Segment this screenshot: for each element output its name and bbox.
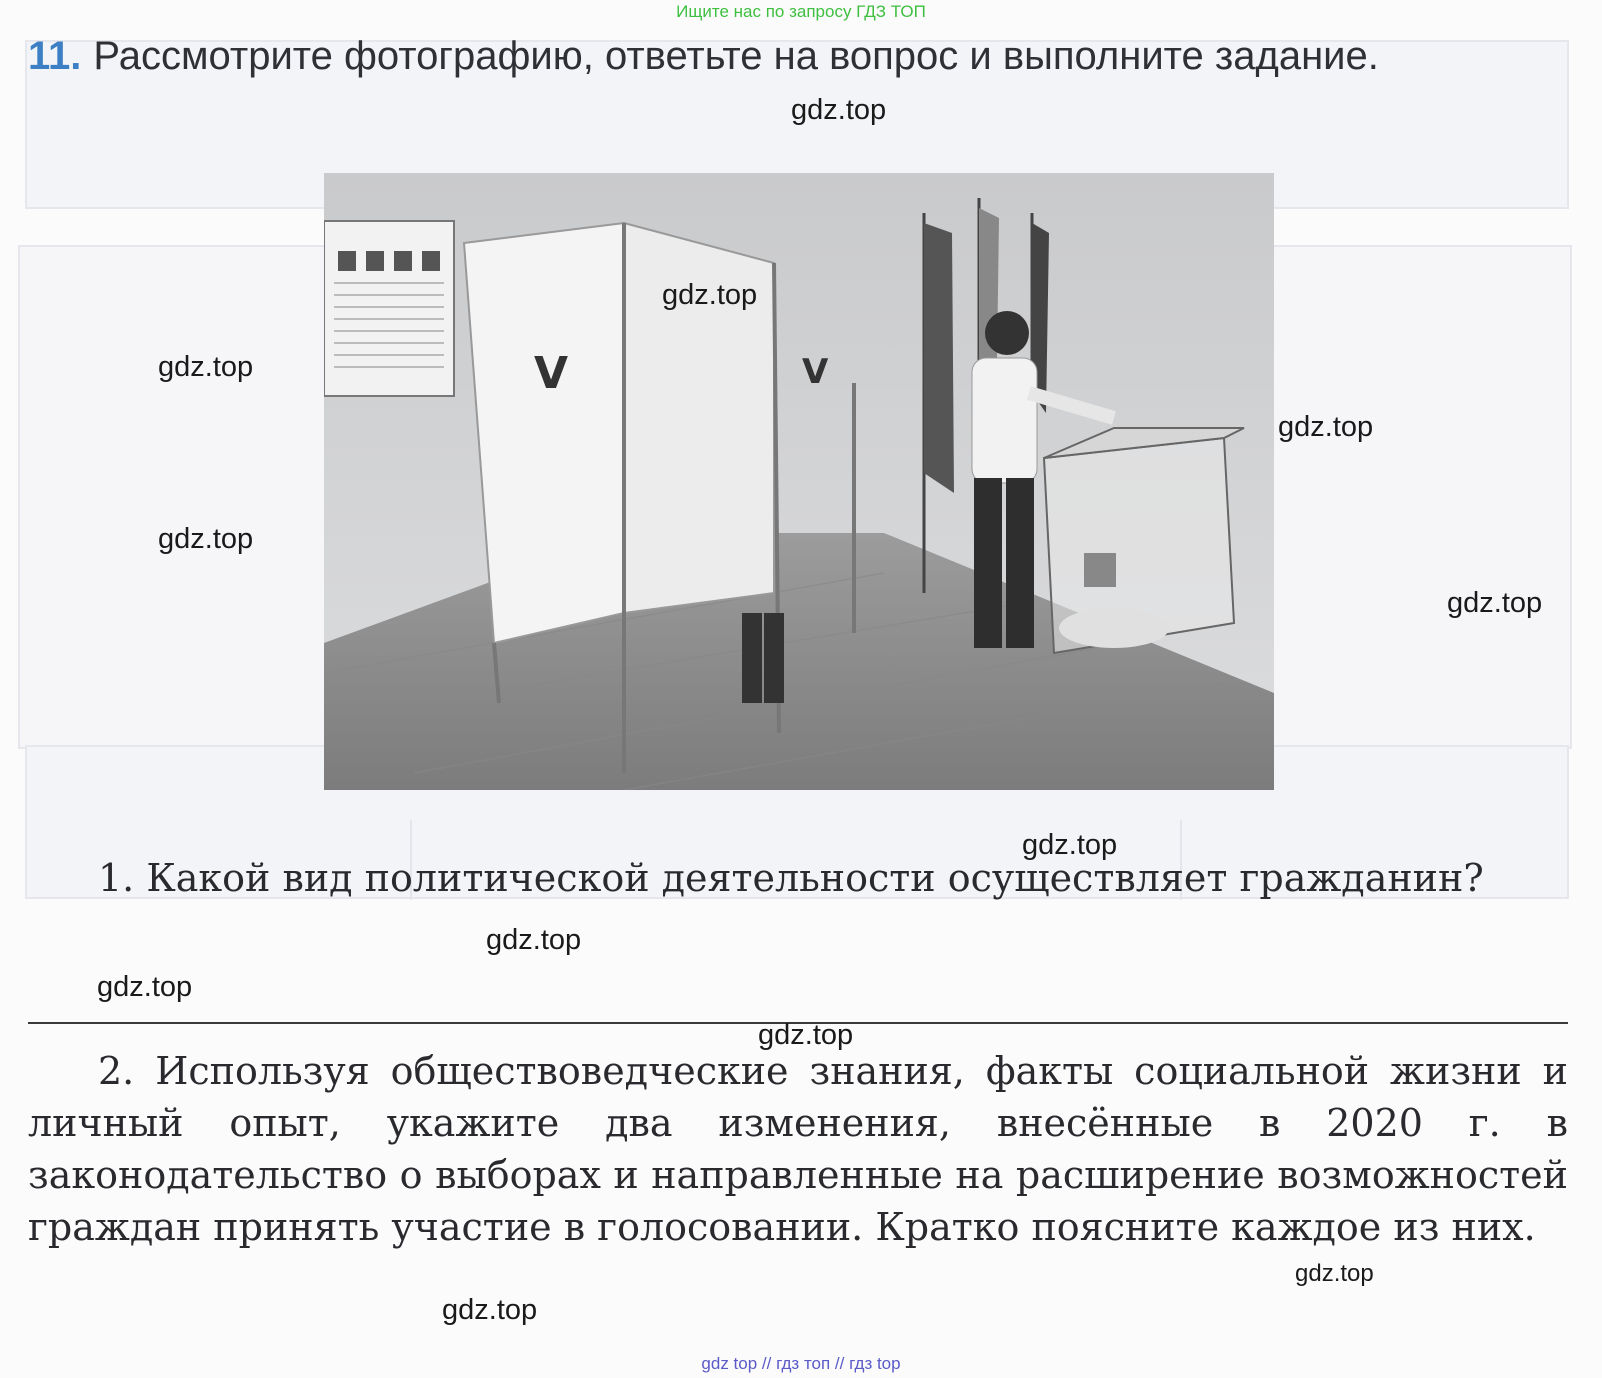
task-heading — [28, 30, 1568, 82]
top-banner[interactable]: Ищите нас по запросу ГДЗ ТОП — [676, 2, 926, 21]
watermark: gdz.top — [486, 924, 582, 956]
watermark: gdz.top — [1295, 1260, 1374, 1287]
question-2-number: 2. — [98, 1049, 135, 1093]
question-1 — [28, 852, 1568, 904]
watermark: gdz.top — [1022, 829, 1118, 861]
question-1-number: 1. — [98, 856, 135, 900]
task-number: 11. — [28, 34, 82, 78]
booth-logo: V — [534, 348, 569, 399]
question-2 — [28, 1045, 1568, 1253]
watermark: gdz.top — [158, 351, 254, 383]
watermark: gdz.top — [97, 971, 193, 1003]
booth-logo: V — [802, 352, 829, 392]
watermark: gdz.top — [791, 94, 887, 126]
task-heading-text: Рассмотрите фотографию, ответьте на вопрос и выполните задание. — [93, 34, 1379, 78]
watermark: gdz.top — [758, 1019, 854, 1051]
watermark: gdz.top — [662, 279, 758, 311]
watermark: gdz.top — [1278, 411, 1374, 443]
voting-photo-svg — [324, 173, 1274, 790]
question-1-text: Какой вид политической деятельности осуществляет гражданин? — [146, 856, 1484, 900]
voting-photo — [324, 173, 1274, 790]
watermark: gdz.top — [1447, 587, 1543, 619]
question-2-text: Используя обществоведческие знания, факты социальной жизни и личный опыт, укажите два изменения, внесённые в 2020 г. в законодательство о выборах и направленные на расширение возможностей граждан принять участие в голосовании. Кратко поясните каждое из них. — [28, 1049, 1568, 1249]
watermark: gdz.top — [442, 1294, 538, 1326]
watermark: gdz.top — [158, 523, 254, 555]
bottom-banner[interactable]: gdz top // гдз топ // гдз top — [701, 1354, 901, 1373]
